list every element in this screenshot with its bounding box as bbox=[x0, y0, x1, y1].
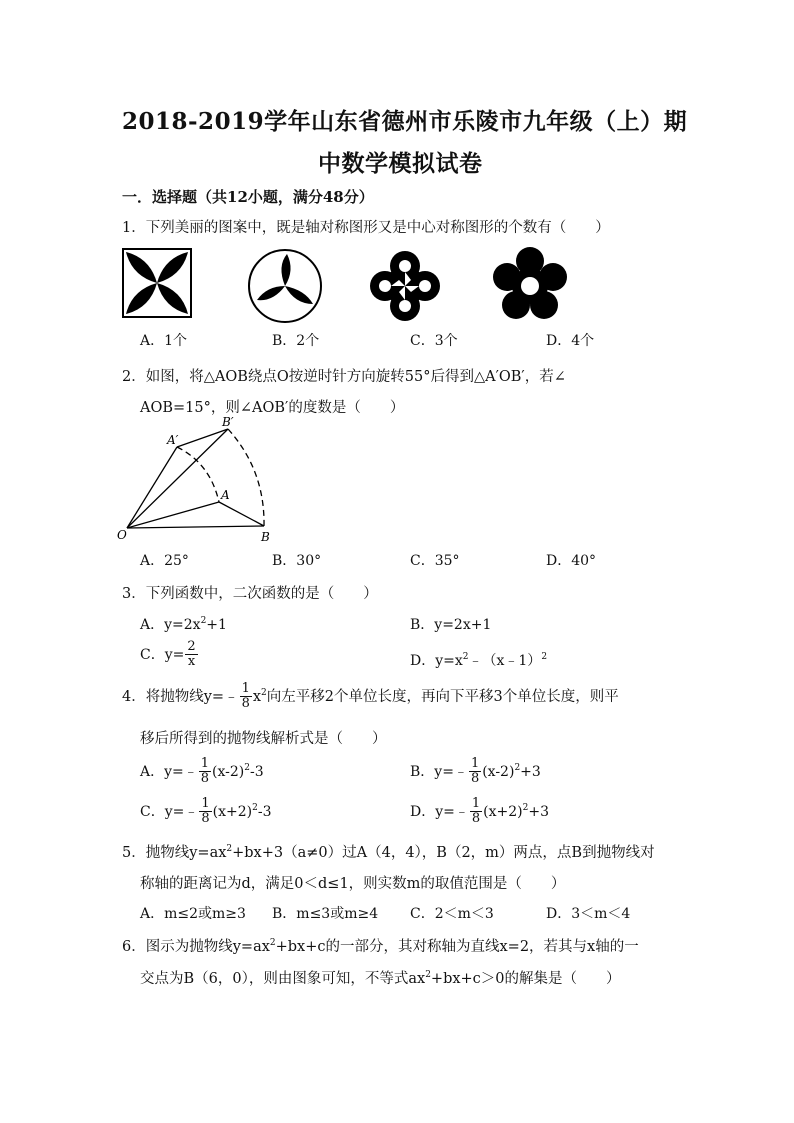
section-heading: 一．选择题（共12小题，满分48分） bbox=[122, 188, 374, 206]
question-5-stem-line2: 称轴的距离记为d，满足0＜d≤1，则实数m的取值范围是（ ） bbox=[140, 876, 566, 892]
page-title-line2: 中数学模拟试卷 bbox=[318, 150, 483, 177]
question-3-stem: 3．下列函数中，二次函数的是（ ） bbox=[122, 586, 378, 602]
rotation-figure bbox=[115, 415, 280, 547]
question-2-option-c[interactable]: C．35° bbox=[410, 553, 460, 569]
question-5-option-d[interactable]: D．3＜m＜4 bbox=[546, 906, 631, 922]
question-2-option-b[interactable]: B．30° bbox=[272, 553, 322, 569]
question-1-option-b[interactable]: B．2个 bbox=[272, 333, 320, 349]
question-4-option-d[interactable]: D．y=﹣ $\frac{1}{8}$ $(x+2)^2+3$ bbox=[410, 796, 549, 827]
four-petal-square-icon bbox=[122, 248, 192, 318]
question-5-option-a[interactable]: A．m≤2或m≥3 bbox=[140, 906, 246, 922]
question-6-stem-line2: 交点为B（6，0），则由图象可知，不等式$ax^2+bx+c>0$的解集是（ ） bbox=[140, 970, 621, 987]
question-3-option-d[interactable]: D．$y=x^2﹣(x﹣1)^2$ bbox=[410, 652, 548, 669]
flower-icon bbox=[491, 246, 569, 324]
question-4-option-a[interactable]: A．y=﹣ $\frac{1}{8}$ $(x-2)^2-3$ bbox=[140, 756, 264, 787]
question-5-stem-line1: 5．抛物线$y=ax^2+bx+3(a\ne 0)$过A（4，4），B（2，m）两点，点B到抛物线对 bbox=[122, 844, 655, 861]
question-2-stem-line2: AOB=15°，则∠AOB′的度数是（ ） bbox=[140, 400, 405, 416]
question-3-option-c[interactable]: C．y= $\frac{2}{x}$ bbox=[140, 639, 196, 670]
question-2-option-a[interactable]: A．25° bbox=[140, 553, 189, 569]
three-blade-circle-icon bbox=[247, 248, 323, 324]
label-a: A bbox=[221, 488, 230, 502]
question-5-option-c[interactable]: C．2＜m＜3 bbox=[410, 906, 494, 922]
question-4-option-c[interactable]: C．y=﹣ $\frac{1}{8}$ $(x+2)^2-3$ bbox=[140, 796, 272, 827]
question-6-stem-line1: 6．图示为抛物线$y=ax^2+bx+c$的一部分，其对称轴为直线x=2，若其与x轴的一 bbox=[122, 938, 639, 955]
question-4-stem-line1: 4．将抛物线y=﹣ $\frac{1}{8}$ $x^2$向左平移2个单位长度，再向下平移3个单位长度，则平 bbox=[122, 681, 619, 712]
question-1-option-a[interactable]: A．1个 bbox=[140, 333, 188, 349]
question-4-stem-line2: 移后所得到的抛物线解析式是（ ） bbox=[140, 731, 387, 747]
question-2-stem-line1: 2．如图，将△AOB绕点O按逆时针方向旋转55°后得到△A′OB′，若∠ bbox=[122, 369, 566, 385]
label-a-prime: A′ bbox=[167, 433, 179, 447]
question-1-stem: 1．下列美丽的图案中，既是轴对称图形又是中心对称图形的个数有（ ） bbox=[122, 220, 610, 236]
label-b: B bbox=[261, 530, 270, 544]
question-3-option-b[interactable]: B．y=2x+1 bbox=[410, 617, 492, 633]
page-title-line1: 2018-2019学年山东省德州市乐陵市九年级（上）期 bbox=[122, 108, 688, 135]
question-4-option-b[interactable]: B．y=﹣ $\frac{1}{8}$ $(x-2)^2+3$ bbox=[410, 756, 541, 787]
question-5-option-b[interactable]: B．m≤3或m≥4 bbox=[272, 906, 379, 922]
swirl-knot-icon bbox=[367, 248, 443, 324]
question-1-option-c[interactable]: C．3个 bbox=[410, 333, 458, 349]
label-o: O bbox=[117, 528, 127, 542]
question-3-option-a[interactable]: A．$y=2x^2+1$ bbox=[140, 616, 227, 633]
question-1-option-d[interactable]: D．4个 bbox=[546, 333, 595, 349]
question-2-option-d[interactable]: D．40° bbox=[546, 553, 597, 569]
label-b-prime: B′ bbox=[222, 415, 234, 429]
